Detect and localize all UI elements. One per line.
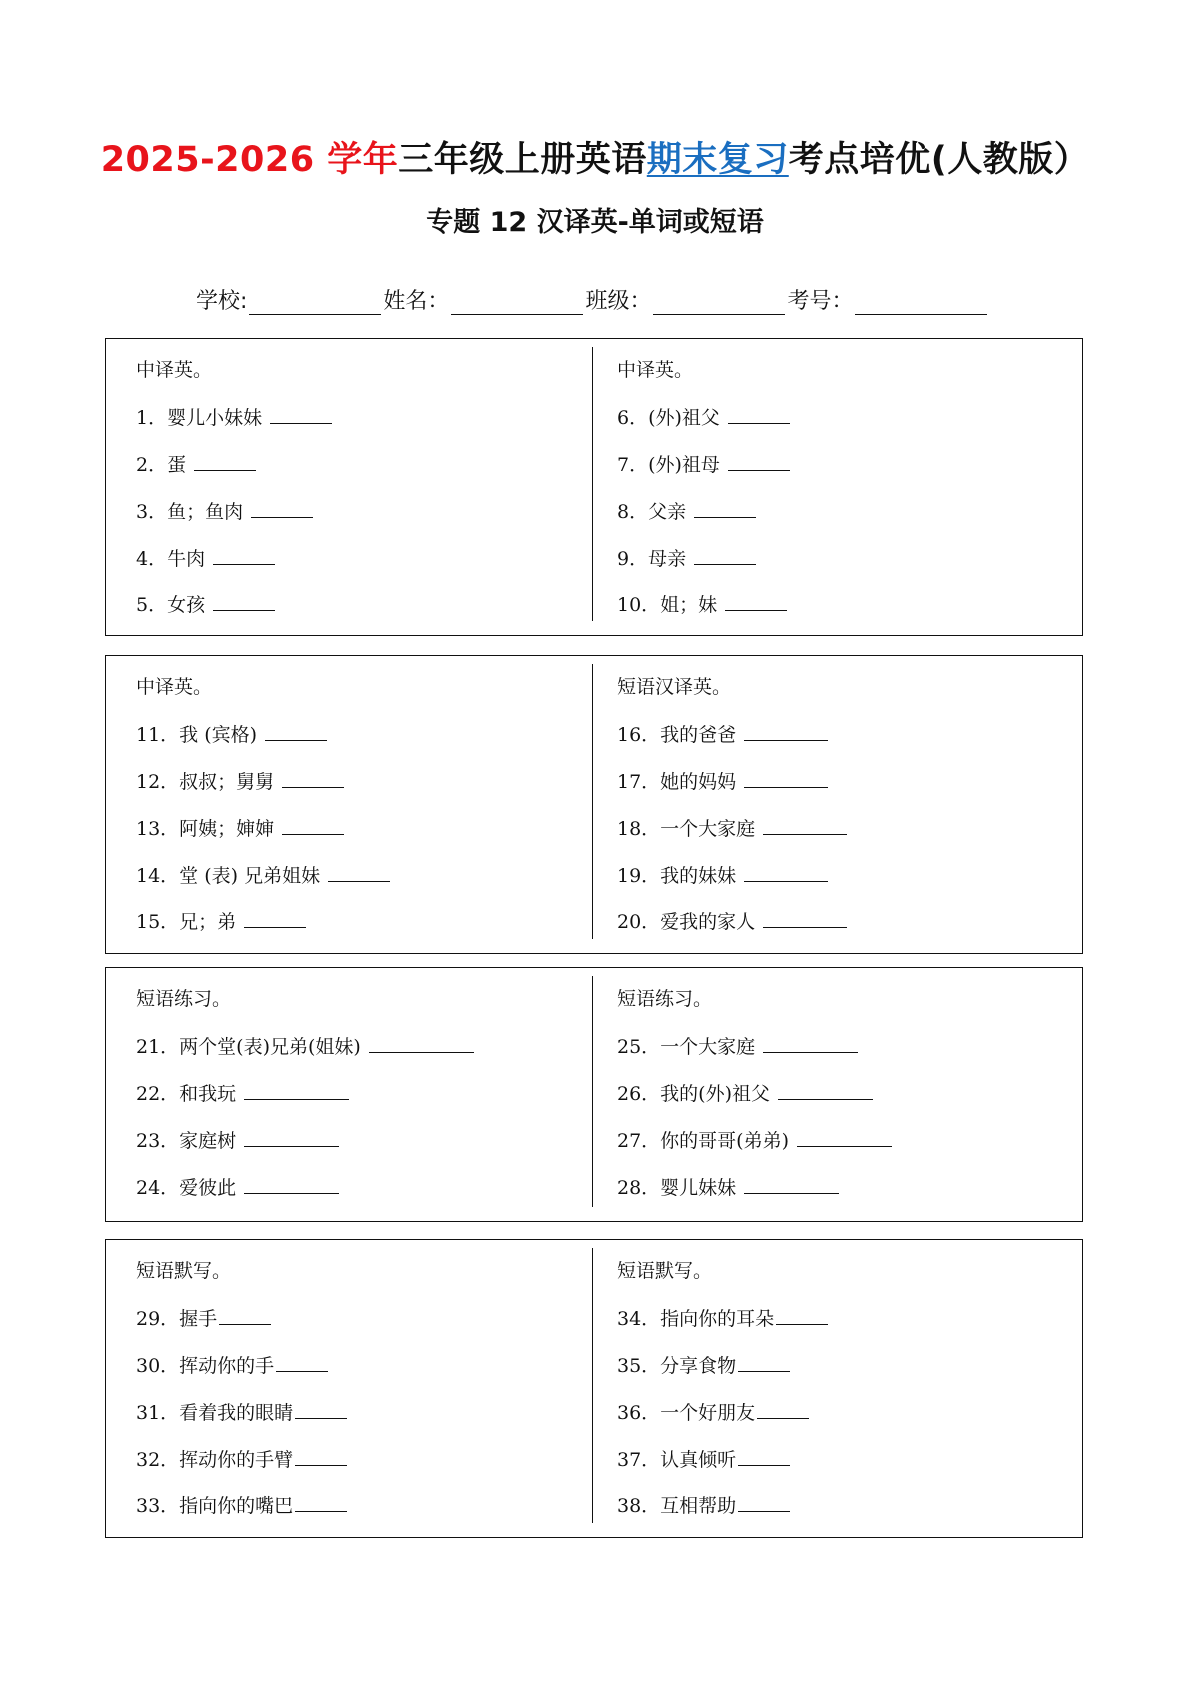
answer-blank[interactable] — [694, 546, 756, 565]
answer-blank[interactable] — [295, 1400, 347, 1419]
question-item: 17．她的妈妈 — [617, 767, 828, 794]
answer-blank[interactable] — [265, 722, 327, 741]
question-item: 25．一个大家庭 — [617, 1032, 858, 1059]
question-item: 37．认真倾听 — [617, 1445, 790, 1472]
question-item: 2．蛋 — [136, 450, 256, 477]
section-heading: 短语汉译英。 — [617, 676, 732, 698]
answer-blank[interactable] — [282, 769, 344, 788]
question-item: 11．我 (宾格) — [136, 720, 327, 747]
question-item: 35．分享食物 — [617, 1351, 790, 1378]
school-field[interactable] — [249, 292, 381, 315]
answer-blank[interactable] — [244, 1128, 339, 1147]
question-item: 31．看着我的眼睛 — [136, 1398, 347, 1425]
question-item: 26．我的(外)祖父 — [617, 1079, 873, 1106]
question-item: 19．我的妹妹 — [617, 861, 828, 888]
answer-blank[interactable] — [738, 1353, 790, 1372]
answer-blank[interactable] — [251, 499, 313, 518]
answer-blank[interactable] — [219, 1306, 271, 1325]
answer-blank[interactable] — [728, 452, 790, 471]
answer-blank[interactable] — [213, 546, 275, 565]
section-heading: 短语练习。 — [617, 988, 713, 1010]
section-3 — [105, 967, 1083, 1222]
question-item: 12．叔叔；舅舅 — [136, 767, 344, 794]
title-year: 2025-2026 学年 — [100, 140, 399, 180]
question-item: 1．婴儿小妹妹 — [136, 403, 332, 430]
name-field[interactable] — [451, 292, 583, 315]
answer-blank[interactable] — [244, 1175, 339, 1194]
section-heading: 短语默写。 — [136, 1260, 232, 1282]
section-heading: 中译英。 — [617, 359, 694, 381]
question-item: 13．阿姨；婶婶 — [136, 814, 344, 841]
answer-blank[interactable] — [694, 499, 756, 518]
answer-blank[interactable] — [282, 816, 344, 835]
name-label: 姓名： — [383, 289, 450, 314]
question-item: 32．挥动你的手臂 — [136, 1445, 347, 1472]
document-title — [0, 132, 1190, 182]
section-divider — [592, 347, 593, 621]
question-item: 9．母亲 — [617, 544, 756, 571]
answer-blank[interactable] — [213, 592, 275, 611]
answer-blank[interactable] — [744, 722, 828, 741]
section-1 — [105, 338, 1083, 636]
question-item: 34．指向你的耳朵 — [617, 1304, 828, 1331]
section-heading: 短语默写。 — [617, 1260, 713, 1282]
section-divider — [592, 664, 593, 939]
answer-blank[interactable] — [295, 1447, 347, 1466]
answer-blank[interactable] — [725, 592, 787, 611]
answer-blank[interactable] — [369, 1034, 474, 1053]
answer-blank[interactable] — [763, 816, 847, 835]
question-item: 38．互相帮助 — [617, 1491, 790, 1518]
answer-blank[interactable] — [778, 1081, 873, 1100]
answer-blank[interactable] — [763, 909, 847, 928]
document-subtitle: 专题 12 汉译英-单词或短语 — [426, 207, 764, 238]
answer-blank[interactable] — [744, 863, 828, 882]
question-item: 8．父亲 — [617, 497, 756, 524]
section-heading: 短语练习。 — [136, 988, 232, 1010]
question-item: 27．你的哥哥(弟弟) — [617, 1126, 892, 1153]
answer-blank[interactable] — [744, 1175, 839, 1194]
question-item: 28．婴儿妹妹 — [617, 1173, 839, 1200]
answer-blank[interactable] — [797, 1128, 892, 1147]
question-item: 33．指向你的嘴巴 — [136, 1491, 347, 1518]
question-item: 3．鱼；鱼肉 — [136, 497, 313, 524]
question-item: 22．和我玩 — [136, 1079, 349, 1106]
answer-blank[interactable] — [763, 1034, 858, 1053]
number-label: 考号： — [787, 289, 854, 314]
question-item: 14．堂 (表) 兄弟姐妹 — [136, 861, 390, 888]
answer-blank[interactable] — [244, 909, 306, 928]
number-field[interactable] — [855, 292, 987, 315]
section-heading: 中译英。 — [136, 676, 213, 698]
section-heading: 中译英。 — [136, 359, 213, 381]
answer-blank[interactable] — [776, 1306, 828, 1325]
title-suffix: 考点培优(人教版） — [788, 140, 1090, 180]
answer-blank[interactable] — [244, 1081, 349, 1100]
answer-blank[interactable] — [276, 1353, 328, 1372]
title-review: 期末复习 — [646, 140, 789, 180]
answer-blank[interactable] — [738, 1447, 790, 1466]
answer-blank[interactable] — [328, 863, 390, 882]
question-item: 29．握手 — [136, 1304, 271, 1331]
question-item: 20．爱我的家人 — [617, 907, 847, 934]
answer-blank[interactable] — [757, 1400, 809, 1419]
question-item: 6．(外)祖父 — [617, 403, 790, 430]
question-item: 15．兄；弟 — [136, 907, 306, 934]
section-divider — [592, 976, 593, 1207]
answer-blank[interactable] — [194, 452, 256, 471]
title-grade: 三年级上册英语 — [398, 140, 647, 180]
question-item: 24．爱彼此 — [136, 1173, 339, 1200]
question-item: 5．女孩 — [136, 590, 275, 617]
student-info-line — [196, 284, 989, 315]
question-item: 21．两个堂(表)兄弟(姐妹) — [136, 1032, 474, 1059]
question-item: 7．(外)祖母 — [617, 450, 790, 477]
answer-blank[interactable] — [295, 1493, 347, 1512]
section-2 — [105, 655, 1083, 954]
school-label: 学校: — [196, 289, 248, 314]
answer-blank[interactable] — [738, 1493, 790, 1512]
question-item: 18．一个大家庭 — [617, 814, 847, 841]
question-item: 4．牛肉 — [136, 544, 275, 571]
answer-blank[interactable] — [270, 405, 332, 424]
class-field[interactable] — [653, 292, 785, 315]
question-item: 30．挥动你的手 — [136, 1351, 328, 1378]
answer-blank[interactable] — [744, 769, 828, 788]
section-divider — [592, 1248, 593, 1523]
question-item: 16．我的爸爸 — [617, 720, 828, 747]
question-item: 10．姐；妹 — [617, 590, 787, 617]
question-item: 23．家庭树 — [136, 1126, 339, 1153]
answer-blank[interactable] — [728, 405, 790, 424]
question-item: 36．一个好朋友 — [617, 1398, 809, 1425]
section-4 — [105, 1239, 1083, 1538]
class-label: 班级： — [585, 289, 652, 314]
